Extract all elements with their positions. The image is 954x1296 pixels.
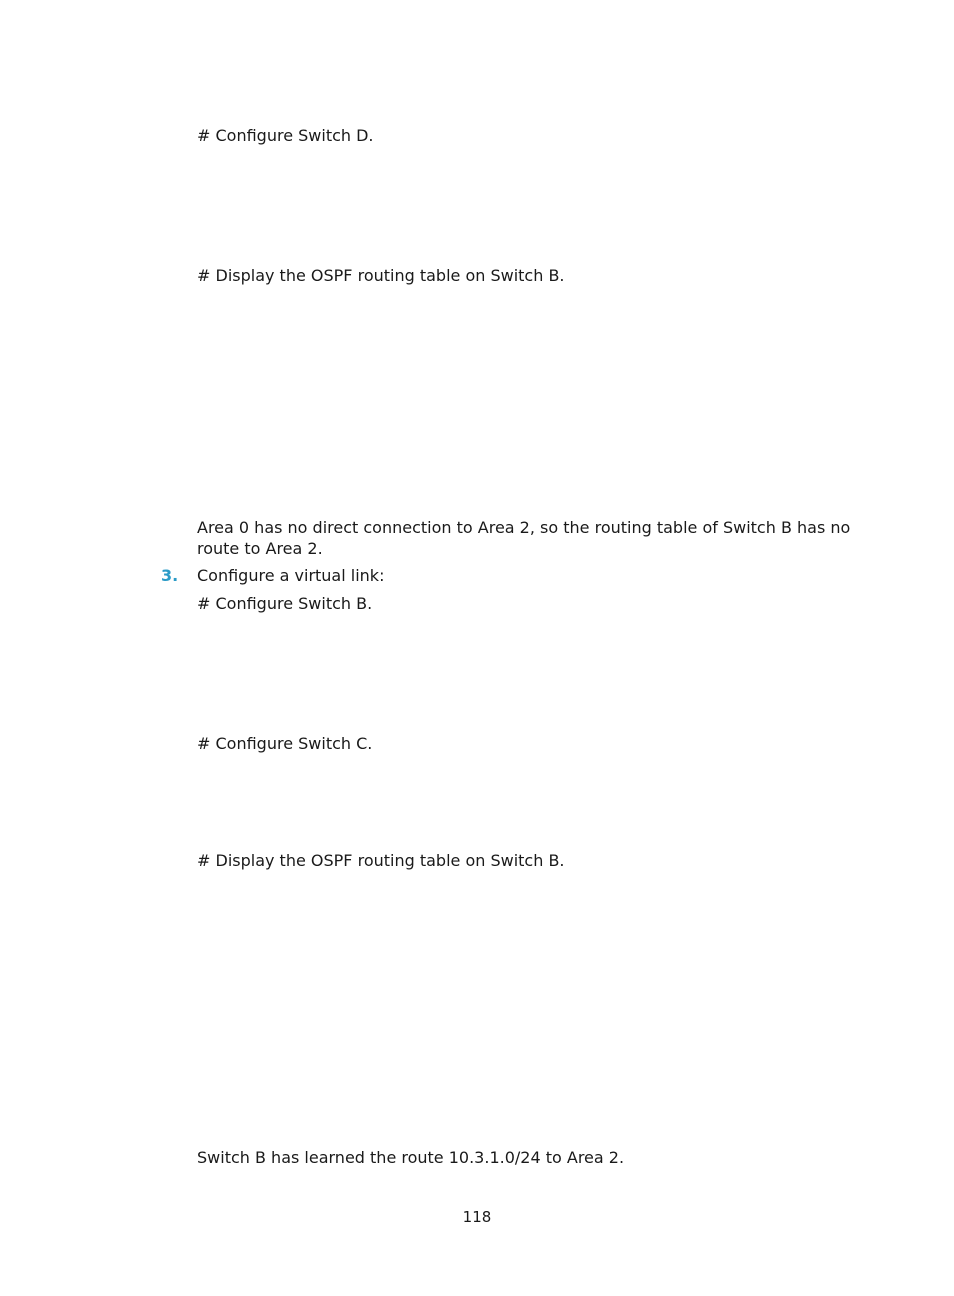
configure-switch-d-text: # Configure Switch D. — [197, 126, 374, 145]
step-title: Configure a virtual link: — [197, 566, 385, 585]
configure-switch-b-text: # Configure Switch B. — [197, 594, 373, 613]
area-connection-note: Area 0 has no direct connection to Area 2, so the routing table of Switch B has no route to Area 2. — [197, 518, 851, 558]
display-ospf-routing-table-text: # Display the OSPF routing table on Switch B. — [197, 266, 565, 285]
display-ospf-routing-table-text: # Display the OSPF routing table on Switch B. — [197, 851, 565, 870]
page-number: 118 — [462, 1208, 492, 1226]
step-number: 3. — [161, 566, 179, 585]
configure-switch-c-text: # Configure Switch C. — [197, 734, 373, 753]
learned-route-text: Switch B has learned the route 10.3.1.0/24 to Area 2. — [197, 1148, 625, 1167]
